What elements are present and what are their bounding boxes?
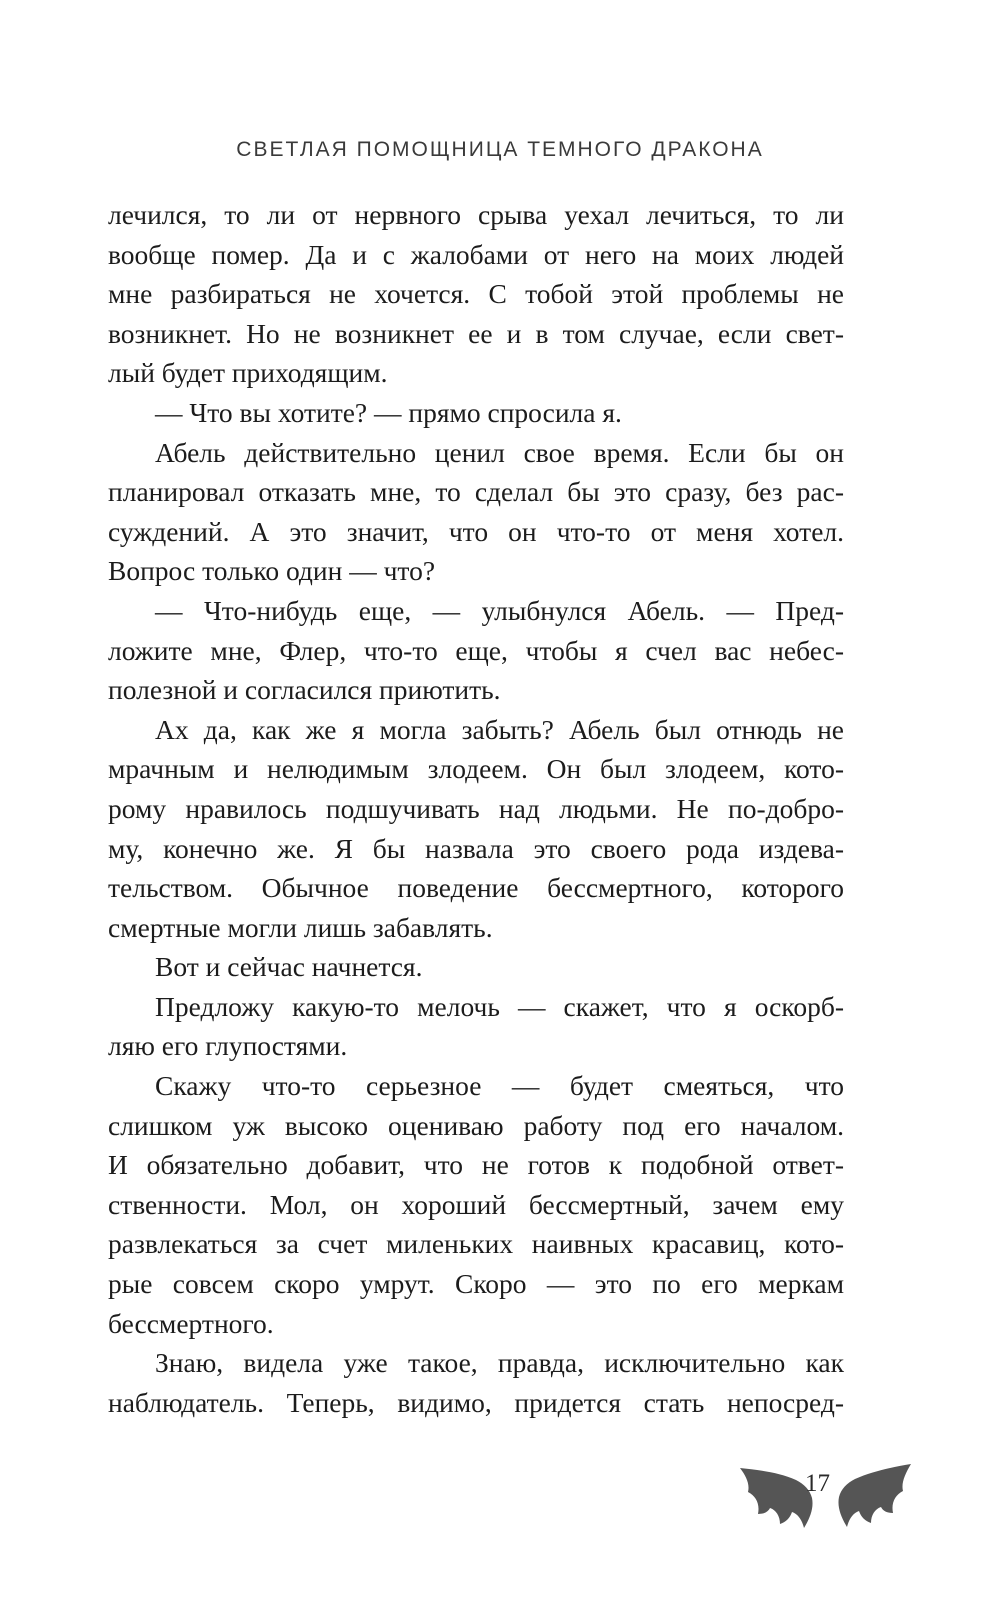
text-line: му, конечно же. Я бы назвала это своего рода издева-	[108, 832, 844, 864]
text-line: И обязательно добавит, что не готов к подобной ответ-	[108, 1149, 844, 1181]
page-number: 17	[805, 1470, 830, 1497]
text-line: ляю его глупостями.	[108, 1030, 348, 1062]
text-line: — Что-нибудь еще, — улыбнулся Абель. — Пред-	[155, 594, 844, 626]
text-line: возникнет. Но не возникнет ее и в том случае, если свет-	[108, 317, 844, 349]
left-wing-icon	[740, 1468, 813, 1528]
body-text	[108, 195, 844, 1422]
text-line: ственности. Мол, он хороший бессмертный, зачем ему	[108, 1188, 844, 1220]
text-line: — Что вы хотите? — прямо спросила я.	[155, 396, 622, 428]
text-line: тельством. Обычное поведение бессмертного, которого	[108, 872, 844, 904]
text-line: вообще помер. Да и с жалобами от него на моих людей	[108, 238, 844, 270]
text-line: Абель действительно ценил свое время. Если бы он	[155, 436, 844, 468]
text-line: бессмертного.	[108, 1307, 274, 1339]
text-line: лый будет приходящим.	[108, 357, 388, 389]
text-line: рому нравилось подшучивать над людьми. Не по-добро-	[108, 792, 844, 824]
text-line: Вот и сейчас начнется.	[155, 951, 423, 983]
text-line: Скажу что-то серьезное — будет смеяться, что	[155, 1070, 844, 1102]
text-line: слишком уж высоко оцениваю работу под его началом.	[108, 1109, 844, 1141]
running-title: СВЕТЛАЯ ПОМОЩНИЦА ТЕМНОГО ДРАКОНА	[236, 138, 764, 161]
text-line: смертные могли лишь забавлять.	[108, 911, 493, 943]
text-line: развлекаться за счет миленьких наивных красавиц, кото-	[108, 1228, 844, 1260]
right-wing-icon	[838, 1464, 911, 1527]
text-line: ложите мне, Флер, что-то еще, чтобы я счел вас небес-	[108, 634, 844, 666]
text-line: рые совсем скоро умрут. Скоро — это по его меркам	[108, 1268, 844, 1300]
text-line: полезной и согласился приютить.	[108, 674, 501, 706]
text-line: мрачным и нелюдимым злодеем. Он был злодеем, кото-	[108, 753, 844, 785]
text-line: наблюдатель. Теперь, видимо, придется стать непосред-	[108, 1386, 844, 1418]
text-line: Предложу какую-то мелочь — скажет, что я оскорб-	[155, 990, 844, 1022]
text-line: суждений. А это значит, что он что-то от меня хотел.	[108, 515, 844, 547]
text-line: Знаю, видела уже такое, правда, исключительно как	[155, 1347, 844, 1379]
text-line: мне разбираться не хочется. С тобой этой проблемы не	[108, 278, 844, 310]
text-line: планировал отказать мне, то сделал бы это сразу, без рас-	[108, 476, 844, 508]
text-line: Ах да, как же я могла забыть? Абель был отнюдь не	[155, 713, 844, 745]
text-line: Вопрос только один — что?	[108, 555, 436, 587]
text-line: лечился, то ли от нервного срыва уехал лечиться, то ли	[108, 199, 844, 230]
